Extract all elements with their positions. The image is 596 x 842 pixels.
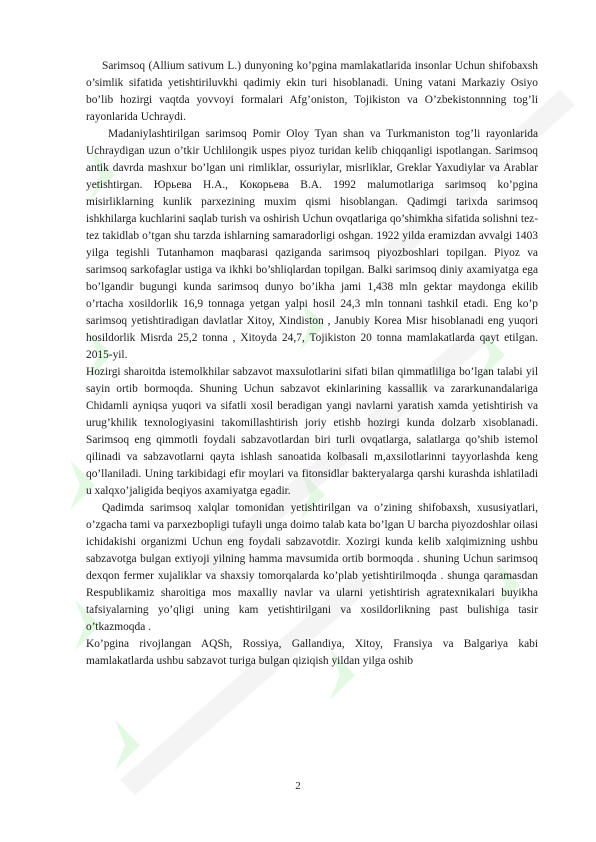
paragraph-2: Madaniylashtirilgan sarimsoq Pomir Oloy Tyan shan va Turkmaniston tog’li rayonlarida Uchraydigan uzun o’tkir Uchlilongik uspes piyoz turidan kelib chiqqanligi ispotlangan. Sarimsoq antik davrda mashxur bo’lgan uni rimliklar, ossuriylar, misrliklar, Greklar Yaxudiylar va Arablar yetishtirgan. Юрьева Н.А., Кокорьева В.А. 1992 malumotlariga sarimsoq ko’pgina misirliklarning kunlik parxezining muxim qismi hisoblangan. Qadimgi tarixda sarimsoq ishkhilarga kuchlarini saqlab turish va oshirish Uchun ovqatlariga qo’shimkha sifatida solishni tez- tez takidlab o’tgan shu tarzda ishlarning samaradorligi oshgan. 1922 yilda eramizdan avvalgi 1403 yilga tegishli Tutanhamon maqbarasi qaziganda sarimsoq piyozboshlari topilgan. Piyoz va sarimsoq sarkofaglar ustiga va ikhki bo’shliqlardan topilgan. Balki sarimsoq diniy axamiyatga ega bo’lgandir bugungi kunda sarimsoq dunyo bo’ikha jami 1,438 mln gektar maydonga ekilib o’rtacha xosildorlik 16,9 tonnaga yetgan yalpi hosil 24,3 mln tonnani tashkil etadi. Eng ko’p sarimsoq yetishtiradigan davlatlar Xitoy, Xindiston , Janubiy Korea Misr hisoblanadi eng yuqori hosildorlik Misrda 25,2 tonna , Xitoyda 24,7, Tojikiston 20 tonna mamlakatlarda qayt etilgan. 2015-yil. [86, 128, 538, 361]
paragraph-5: Ko’pgina rivojlangan AQSh, Rossiya, Gallandiya, Xitoy, Fransiya va Balgariya kabi mamlakatlarda ushbu sabzavot turiga bulgan qiziqish yildan yilga oshib [86, 638, 538, 667]
paragraph-1: Sarimsoq (Allium sativum L.) dunyoning ko’pgina mamlakatlarida insonlar Uchun shifobaxsh o’simlik sifatida yetishtiriluvkhi qadimiy ekin turi hisoblanadi. Uning vatani Markaziy Osiyo bo’lib hozirgi vaqtda yovvoyi formalari Afg’oniston, Tojikiston va O’zbekistonnning tog’li rayonlarida Uchraydi. [86, 60, 538, 123]
paragraph-3: Hozirgi sharoitda istemolkhilar sabzavot maxsulotlarini sifati bilan qimmatliliga bo’lgan talabi yil sayin ortib bormoqda. Shuning Uchun sabzavot ekinlarining kassallik va zararkunandalariga Chidamli ayniqsa yuqori va sifatli xosil beradigan yangi navlarni yaratish xamda yetishtirish va urug’khilik texnologiyasini takomillashtirish joriy etishb hozirgi kunda dolzarb xisoblanadi. Sarimsoq eng qimmotli foydali sabzavotlardan biri turli ovqatlarga, salatlarga qo’shib istemol qilinadi va sabzavotlarni qayta ishlash sanoatida kolbasali m,axsilotlarinni tayyorlashda keng qo’llaniladi. Uning tarkibidagi efir moylari va fitonsidlar bakteryalarga qarshi kurashda ishlatiladi u xalqxo’jaligida beqiyos axamiyatga egadir. [86, 366, 538, 497]
paragraph-4: Qadimda sarimsoq xalqlar tomonidan yetishtirilgan va o’zining shifobaxsh, xususiyatlari, o’zgacha tami va parxezbopligi tufayli unga doimo talab kata bo’lgan U barcha piyozdoshlar oilasi ichidakishi organizmi Uchun eng foydali sabzavotdir. Xozirgi kunda kelib xalqimizning ushbu sabzavotga bulgan extiyoji yilning hamma mavsumida ortib bormoqda . shuning Uchun sarimsoq dexqon fermer xujaliklar va shaxsiy tomorqalarda ko’plab yetishtirilmoqda . shunga qaramasdan Respublikamiz sharoitiga mos maxalliy navlar va ularni yetishtirish agratexnikalari buyikha tafsiyalarning yo’qligi uning kam yetishtirilgani va xosildorlikning past bulishiga tasir o’tkazmoqda . [86, 502, 538, 633]
document-body [86, 58, 538, 670]
watermark-arrow-5 [115, 720, 140, 770]
page-number: 2 [295, 780, 301, 792]
